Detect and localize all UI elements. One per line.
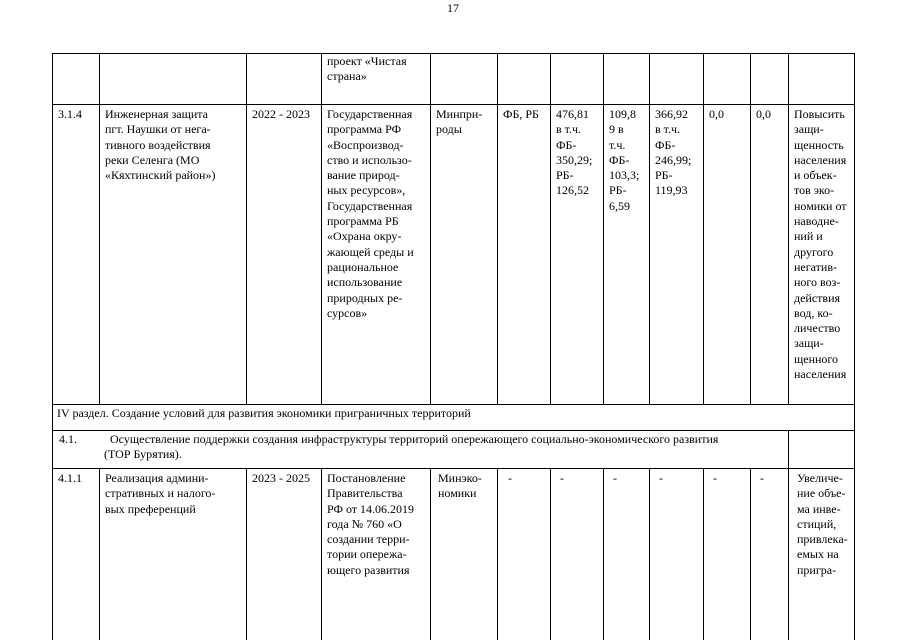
cell-program-continued: проект «Чистая страна» [327, 54, 407, 84]
column-divider [649, 468, 650, 640]
cell-year-4: 0,0 [756, 107, 771, 121]
column-divider [550, 468, 551, 640]
cell-year-2: - [659, 471, 663, 485]
cell-year-1: 109,8 9 в т.ч. ФБ- 103,3; РБ- 6,59 [609, 107, 640, 213]
column-divider [430, 53, 431, 405]
cell-year-2: 366,92 в т.ч. ФБ- 246,99; РБ- 119,93 [655, 107, 692, 198]
table-border-right [854, 53, 855, 640]
column-divider [246, 53, 247, 405]
column-divider [321, 53, 322, 405]
column-divider [703, 468, 704, 640]
column-divider [788, 430, 789, 640]
column-divider [99, 53, 100, 405]
column-divider [703, 53, 704, 405]
cell-year-3: - [713, 471, 717, 485]
cell-year-4: - [760, 471, 764, 485]
column-divider [497, 53, 498, 405]
column-divider [750, 468, 751, 640]
row-divider [52, 104, 855, 105]
page-number: 17 [447, 1, 459, 15]
cell-total: 476,81 в т.ч. ФБ- 350,29; РБ- 126,52 [556, 107, 593, 198]
cell-expected-result: Повысить защи- щенность населения и объек- тов эко- номики от наводне- ний и другого негатив- ного воз- действия вод, ко- личество защи- щенного населения [794, 107, 847, 382]
cell-funding-source: ФБ, РБ [503, 107, 539, 121]
cell-subsection-title-line1: Осуществление поддержки создания инфраструктуры территорий опережающего социально-экономического развития [110, 432, 719, 446]
column-divider [99, 468, 100, 640]
cell-number: 3.1.4 [58, 107, 82, 121]
cell-number: 4.1.1 [58, 471, 82, 485]
cell-executor: Минэко- номики [438, 471, 482, 501]
row-divider [52, 468, 855, 469]
section-heading: IV раздел. Создание условий для развития экономики приграничных территорий [57, 406, 471, 420]
cell-year-3: 0,0 [709, 107, 724, 121]
cell-executor: Минпри- роды [436, 107, 483, 137]
table-border-left [52, 53, 53, 640]
cell-total: - [560, 471, 564, 485]
cell-funding-source: - [508, 471, 512, 485]
column-divider [550, 53, 551, 405]
cell-period: 2023 - 2025 [252, 471, 310, 485]
cell-subsection-title-line2: (ТОР Бурятия). [104, 447, 182, 461]
cell-program: Государственная программа РФ «Воспроизвод- ство и использо- вание природ- ных ресурсов», Государственная программа РБ «Охрана окру- жающей среды и рациональное использование природных ре- сурсов» [327, 107, 414, 320]
column-divider [788, 53, 789, 405]
column-divider [603, 468, 604, 640]
table-border-top [52, 53, 855, 54]
column-divider [603, 53, 604, 405]
cell-measure-name: Реализация админи- стративных и налого- вых преференций [105, 471, 216, 516]
cell-expected-result: Увеличе- ние объе- ма инве- стиций, привлека- емых на пригра- [797, 471, 848, 577]
column-divider [321, 468, 322, 640]
row-divider [52, 404, 855, 405]
column-divider [750, 53, 751, 405]
cell-number: 4.1. [59, 432, 77, 446]
cell-period: 2022 - 2023 [252, 107, 310, 121]
column-divider [649, 53, 650, 405]
column-divider [246, 468, 247, 640]
row-divider [52, 430, 855, 431]
column-divider [430, 468, 431, 640]
cell-measure-name: Инженерная защита пгт. Наушки от нега- тивного воздействия реки Селенга (МО «Кяхтинский район») [105, 107, 216, 183]
cell-program: Постановление Правительства РФ от 14.06.2019 года № 760 «О создании терри- тории опережа- ющего развития [327, 471, 415, 577]
cell-year-1: - [613, 471, 617, 485]
